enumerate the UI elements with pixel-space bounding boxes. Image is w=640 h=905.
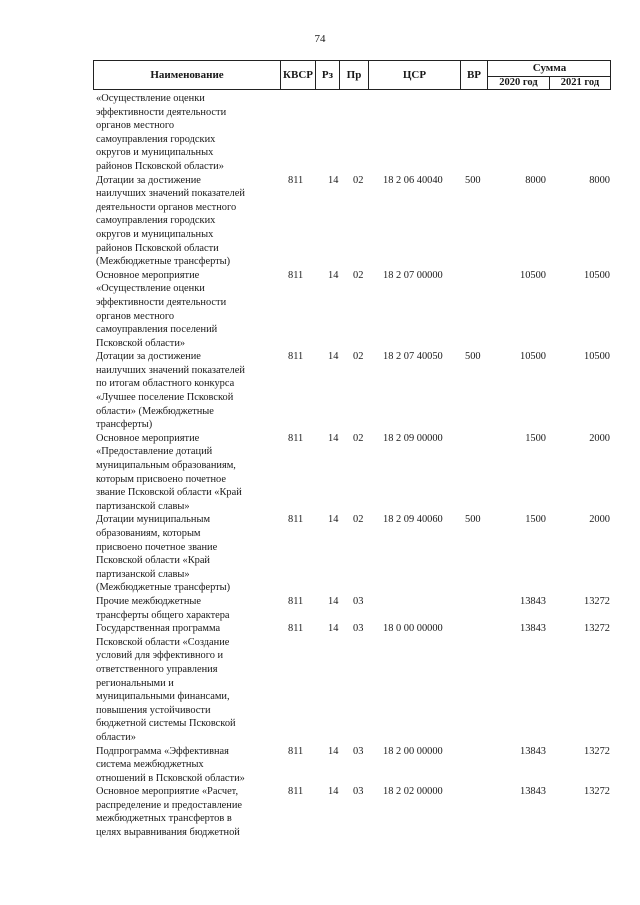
row-vr: 500 <box>465 514 481 526</box>
row-pr: 03 <box>353 623 364 635</box>
header-rz: Рз <box>316 61 340 89</box>
row-sum-2020: 10500 <box>520 351 546 363</box>
row-name: «Осуществление оценки эффективности деятельности органов местного самоуправления городских округов и муниципальных районов Псковской области» <box>96 93 227 172</box>
row-sum-2020: 1500 <box>525 514 546 526</box>
table-row <box>96 432 616 514</box>
row-pr: 03 <box>353 745 364 757</box>
row-rz: 14 <box>328 351 339 363</box>
table-row <box>96 595 616 622</box>
row-sum-2020: 1500 <box>525 432 546 444</box>
row-pr: 02 <box>353 269 364 281</box>
row-kvsr: 811 <box>288 745 304 757</box>
row-pr: 03 <box>353 786 364 798</box>
row-pr: 03 <box>353 595 364 607</box>
row-kvsr: 811 <box>288 623 304 635</box>
table-row <box>96 745 616 786</box>
row-name: Подпрограмма «Эффективная система межбюджетных отношений в Псковской области» <box>96 745 245 784</box>
row-name: Прочие межбюджетные трансферты общего характера <box>96 595 230 621</box>
row-csr: 18 2 06 40040 <box>383 174 443 186</box>
header-sum <box>488 61 611 89</box>
row-name: Основное мероприятие «Расчет, распределение и предоставление межбюджетных трансфертов в целях выравнивания бюджетной <box>96 786 242 839</box>
row-csr: 18 2 00 00000 <box>383 745 443 757</box>
row-sum-2021: 13272 <box>584 623 610 635</box>
row-name: Основное мероприятие «Осуществление оценки эффективности деятельности органов местного самоуправления поселений Псковской области» <box>96 269 227 349</box>
row-rz: 14 <box>328 623 339 635</box>
row-sum-2021: 13272 <box>584 595 610 607</box>
table-row <box>96 269 616 351</box>
row-vr: 500 <box>465 174 481 186</box>
row-sum-2021: 8000 <box>589 174 610 186</box>
row-rz: 14 <box>328 745 339 757</box>
row-sum-2021: 13272 <box>584 786 610 798</box>
row-rz: 14 <box>328 786 339 798</box>
header-csr: ЦСР <box>369 61 461 89</box>
row-name: Дотации за достижение наилучших значений показателей деятельности органов местного самоуправления городских округов и муниципальных районов Псковской области (Межбюджетные трансферты) <box>96 174 245 268</box>
row-sum-2020: 13843 <box>520 786 546 798</box>
table-header <box>93 60 611 90</box>
header-year-2021: 2021 год <box>560 77 600 88</box>
row-pr: 02 <box>353 514 364 526</box>
row-sum-2020: 10500 <box>520 269 546 281</box>
header-kvsr: КВСР <box>281 61 316 89</box>
row-sum-2020: 13843 <box>520 623 546 635</box>
header-vr: ВР <box>461 61 488 89</box>
table-row <box>96 622 616 744</box>
table-row <box>96 92 616 174</box>
header-name: Наименование <box>94 61 281 89</box>
row-csr: 18 2 07 00000 <box>383 269 443 281</box>
header-year-2020: 2020 год <box>488 76 550 90</box>
row-kvsr: 811 <box>288 174 304 186</box>
row-csr: 18 2 07 40050 <box>383 351 443 363</box>
row-sum-2021: 13272 <box>584 745 610 757</box>
row-csr: 18 2 09 40060 <box>383 514 443 526</box>
row-vr: 500 <box>465 351 481 363</box>
row-name: Дотации за достижение наилучших значений показателей по итогам областного конкурса «Лучшее поселение Псковской области» (Межбюджетные трансферты) <box>96 351 245 431</box>
row-pr: 02 <box>353 351 364 363</box>
header-sum-title: Сумма <box>488 61 611 77</box>
row-kvsr: 811 <box>288 595 304 607</box>
row-rz: 14 <box>328 269 339 281</box>
row-kvsr: 811 <box>288 432 304 444</box>
row-sum-2021: 10500 <box>584 269 610 281</box>
row-rz: 14 <box>328 432 339 444</box>
row-rz: 14 <box>328 174 339 186</box>
header-pr: Пр <box>340 61 369 89</box>
row-sum-2020: 13843 <box>520 745 546 757</box>
row-sum-2020: 13843 <box>520 595 546 607</box>
row-name: Государственная программа Псковской области «Создание условий для эффективного и ответственного управления региональными и муниципальными финансами, повышения устойчивости бюджетной системы Псковской области» <box>96 623 236 743</box>
row-sum-2021: 10500 <box>584 351 610 363</box>
row-name: Дотации муниципальным образованиям, которым присвоено почетное звание Псковской области «Край партизанской славы» (Межбюджетные трансферты) <box>96 514 231 594</box>
row-sum-2020: 8000 <box>525 174 546 186</box>
table-row <box>96 785 616 839</box>
row-pr: 02 <box>353 432 364 444</box>
row-pr: 02 <box>353 174 364 186</box>
row-sum-2021: 2000 <box>589 432 610 444</box>
row-rz: 14 <box>328 514 339 526</box>
table-body <box>96 92 616 840</box>
page-number: 74 <box>314 33 326 45</box>
row-kvsr: 811 <box>288 351 304 363</box>
row-csr: 18 0 00 00000 <box>383 623 443 635</box>
row-csr: 18 2 09 00000 <box>383 432 443 444</box>
table-row <box>96 513 616 595</box>
row-kvsr: 811 <box>288 514 304 526</box>
row-name: Основное мероприятие «Предоставление дотаций муниципальным образованиям, которым присвоено почетное звание Псковской области «Край партизанской славы» <box>96 432 242 512</box>
row-kvsr: 811 <box>288 269 304 281</box>
row-kvsr: 811 <box>288 786 304 798</box>
row-rz: 14 <box>328 595 339 607</box>
row-sum-2021: 2000 <box>589 514 610 526</box>
table-row <box>96 174 616 269</box>
table-row <box>96 350 616 432</box>
row-csr: 18 2 02 00000 <box>383 786 443 798</box>
